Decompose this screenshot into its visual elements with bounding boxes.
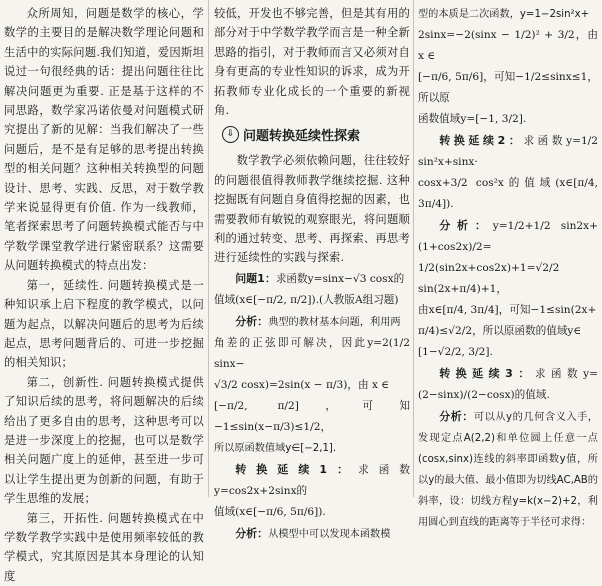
transform-1-label: 转换延续1： [235, 462, 359, 476]
problem-1 [214, 268, 410, 290]
transform-3-label: 转换延续3： [439, 367, 535, 380]
analysis-1-line-3: √3/2 cosx)=2sin(x − π/3)，由 x ∈ [214, 378, 390, 391]
analysis-1-label: 分析： [235, 314, 269, 328]
paragraph-exploration: 数学教学必须依赖问题，往往较好的问题很值得教师教学继续挖掘. 这种挖掘既有问题自身值得挖掘的因素，也需要教师有敏锐的观察眼光，将问题顺利的通过转变、思考、再探索、再思考进行延续性的实践与探索. [214, 154, 410, 265]
analysis-3 [418, 406, 598, 533]
analysis-cont-line-2: 2sinx=−2(sinx − 1/2)² + 3/2，由 x ∈ [418, 29, 598, 62]
column-middle [214, 4, 410, 540]
column-divider-1 [208, 0, 209, 497]
column-divider-2 [413, 0, 414, 497]
transform-2 [418, 130, 598, 173]
section-title: 问题转换延续性探索 [243, 129, 361, 145]
transform-1-line-2: 值域(x∈[−π/6, 5π/6]). [214, 505, 326, 518]
analysis-2-line-3: 由x∈[π/4, 3π/4]，可知−1≤sin(2x+ [418, 304, 597, 316]
arrow-down-circle-icon: ⇩ [222, 126, 239, 143]
column-right [418, 4, 599, 528]
analysis-1-line-2: 角差的正弦即可解决，因此y=2(1/2 sinx− [214, 336, 410, 370]
problem-1-label: 问题1： [235, 271, 276, 285]
analysis-cont-line-4: 函数值域y=[−1, 3/2]. [418, 113, 527, 125]
transform-2-label: 转换延续2： [439, 134, 524, 147]
paragraph-continued: 较低，开发也不够完善，但是其有用的部分对于中学数学教学而言是一种全新思路的指引，对于教师而言又必须对自身有更高的专业性知识的诉求，成为开拓教师专业化成长的一个重要的新视角. [214, 7, 410, 118]
transform-2-line-2: cosx+3/2 cos²x的值域(x∈[π/4, 3π/4]). [418, 177, 598, 210]
paragraph-innovation: 第二，创新性. 问题转换模式提供了知识后续的思考，将问题解决的后续给出了更多自由的思考，这种思考可以是进一步深度上的挖掘，也可以是数学相关问题广度上的延伸，甚至进一步可以让学生提出更为创新的问题，有助于学生思维的发展； [4, 375, 204, 506]
analysis-1-line-4: [−π/2, π/2]，可知−1≤sin(x−π/3)≤1/2， [214, 399, 410, 433]
problem-1-line-2: 值域(x∈[−π/2, π/2]).(人教版A组习题) [214, 293, 399, 306]
transform-1-analysis-line-1: 从模型中可以发现本函数模 [268, 528, 391, 540]
transform-3 [418, 363, 598, 406]
transform-3-line-1: 求函数y=(2−sinx)/(2−cosx)的值域. [418, 368, 598, 401]
analysis-1-line-1: 典型的教材基本问题，利用两 [268, 316, 401, 328]
analysis-1 [214, 311, 410, 333]
paragraph-pioneering: 第三，开拓性. 问题转换模式在中学数学教学实践中是使用频率较低的教学模式，究其原因是其本身理论的认知度 [4, 511, 204, 583]
analysis-2-line-2: 1/2(sin2x+cos2x)+1=√2/2 sin(2x+π/4)+1， [418, 262, 560, 295]
analysis-2 [418, 215, 598, 258]
analysis-2-label: 分析： [439, 219, 493, 232]
analysis-2-line-1: y=1/2+1/2 sin2x+(1+cos2x)/2= [418, 220, 599, 253]
analysis-3-label: 分析： [439, 410, 474, 423]
analysis-2-line-5: [1−√2/2, 3/2]. [418, 346, 493, 358]
section-heading [222, 125, 410, 144]
paragraph-intro: 众所周知，问题是数学的核心，学数学的主要目的是解决数学理论问题和生活中的实际问题.我们知道，爱因斯坦说过一句很经典的话：提出问题往往比解决问题更为重要. 正是基于这样的不同思路，数学家冯诺依曼对问题模式研究提出了新的见解：当我们解决了一些问题后，是不是有足够的思考提出转换型的相关问题？这种相关转换型的问题设计、思考、实践、反思，对于数学教学来说显得更有价值. 作为一线教师，笔者探索思考了问题转换模式能否与中学数学课堂教学进行紧密联系？这需要从问题转换模式的特点出发： [4, 7, 204, 273]
analysis-2-line-4: π/4)≤√2/2，所以原函数的值域y∈ [418, 325, 582, 337]
transform-1 [214, 459, 410, 502]
transform-2-line-1: 求函数y=1/2 sin²x+sinx· [418, 135, 598, 168]
analysis-cont-line-3: [−π/6, 5π/6]，可知−1/2≤sinx≤1，所以原 [418, 71, 598, 104]
analysis-1-line-5: 所以原函数值域y∈[−2,1]. [214, 442, 337, 454]
transform-1-analysis [214, 523, 410, 545]
transform-1-line-1: 求函数y=cos2x+2sinx的 [214, 463, 410, 497]
analysis-cont-line-1: 型的本质是二次函数，y=1−2sin²x+ [418, 9, 590, 20]
problem-1-line-1: 求函数y=sinx−√3 cosx的 [275, 272, 405, 285]
column-left [4, 4, 204, 583]
transform-1-analysis-label: 分析： [235, 526, 269, 540]
analysis-3-text: 可以从y的几何含义入手，发现定点A(2,2)和单位圆上任意一点(cosx,sinx)连线的斜率即函数y值，所以y的最大值、最小值即为切线AC,AB的斜率，设：切线方程y=k(x−2)+2，利用圆心到直线的距离等于半径可求得： [418, 412, 598, 528]
paragraph-continuity: 第一，延续性. 问题转换模式是一种知识承上启下程度的教学模式，以问题为起点，以解决问题后的思考为后续起点，思考问题背后的、可进一步挖掘的相关知识； [4, 278, 204, 370]
